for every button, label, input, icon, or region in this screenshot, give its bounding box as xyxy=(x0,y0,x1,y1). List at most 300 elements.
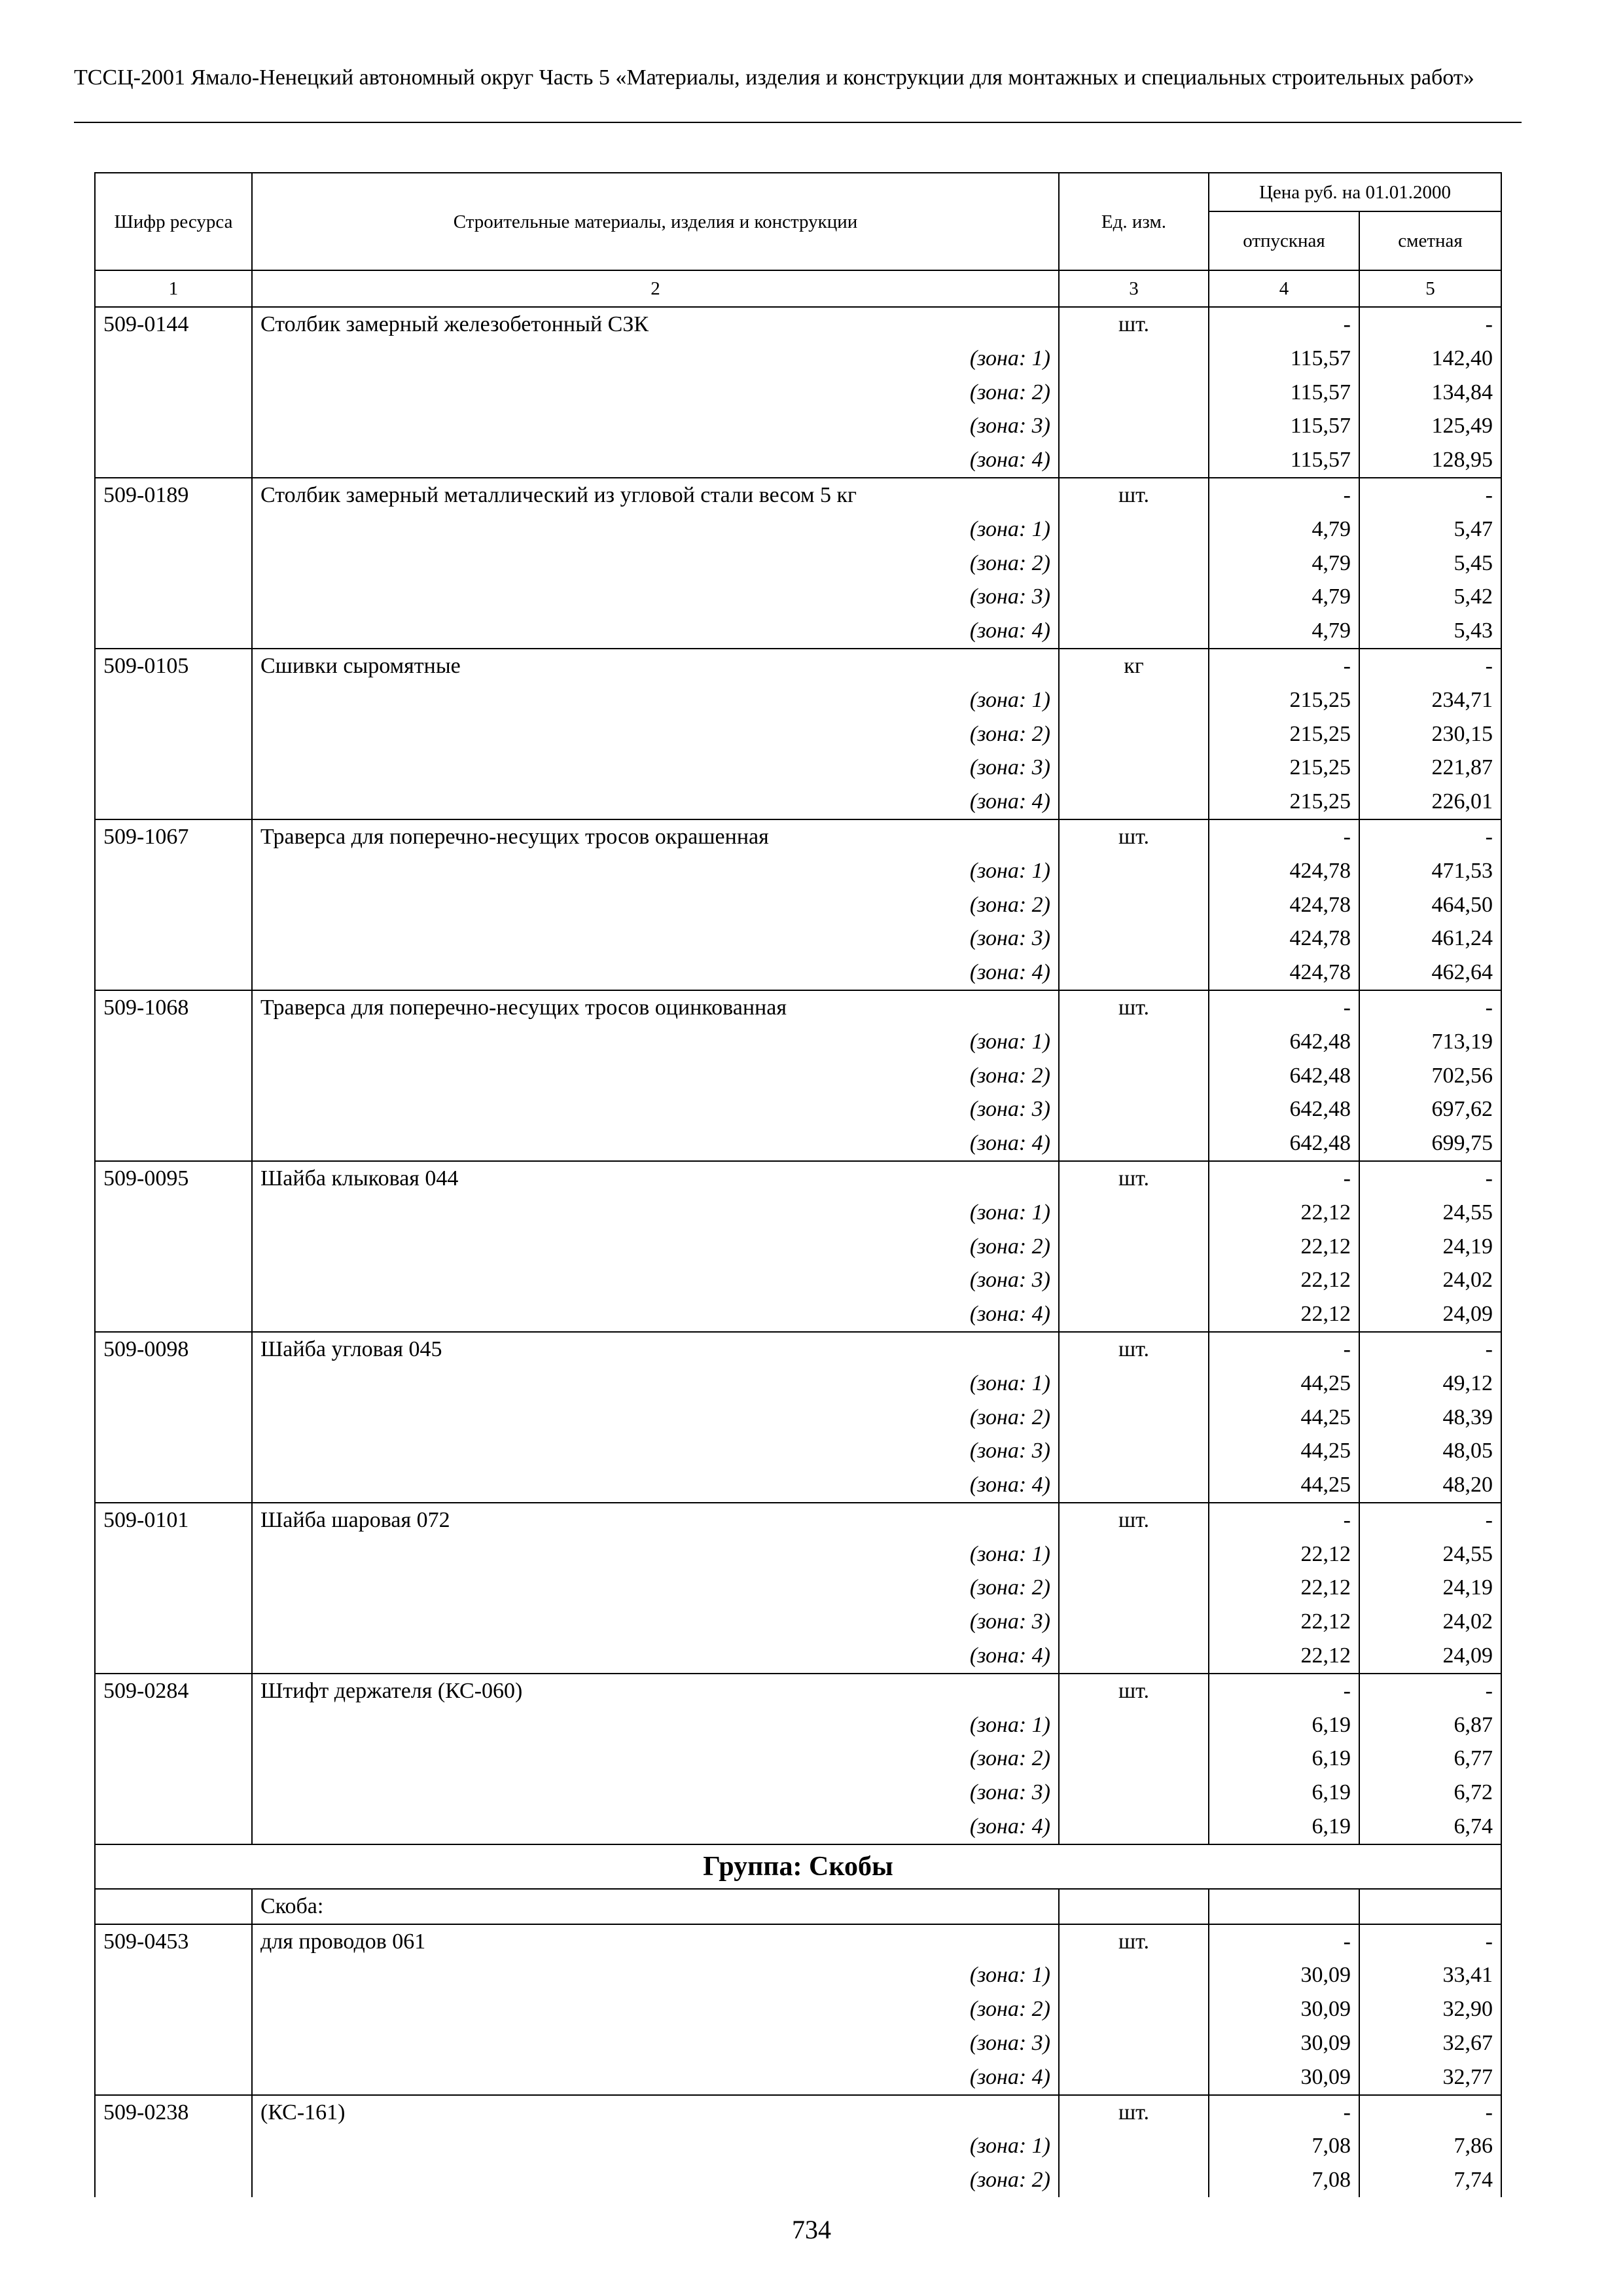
release-price: 215,25 xyxy=(1209,717,1359,751)
zone-row xyxy=(95,717,1501,751)
empty-cell xyxy=(1059,1468,1209,1503)
zone-label: (зона: 1) xyxy=(252,342,1059,376)
col-header-unit: Ед. изм. xyxy=(1059,173,1209,270)
release-price: 424,78 xyxy=(1209,922,1359,956)
zone-row xyxy=(95,376,1501,410)
zone-row xyxy=(95,1639,1501,1674)
empty-cell xyxy=(95,1810,252,1844)
zone-label: (зона: 2) xyxy=(252,888,1059,922)
empty-cell xyxy=(1059,376,1209,410)
subgroup-row xyxy=(95,1889,1501,1924)
zone-label: (зона: 3) xyxy=(252,1776,1059,1810)
estimate-price: 234,71 xyxy=(1359,683,1501,717)
estimate-price: 7,74 xyxy=(1359,2163,1501,2197)
zone-label: (зона: 3) xyxy=(252,1605,1059,1639)
release-price: - xyxy=(1209,1924,1359,1959)
release-price: - xyxy=(1209,1332,1359,1367)
empty-cell xyxy=(95,1958,252,1992)
zone-label: (зона: 2) xyxy=(252,1571,1059,1605)
table-row xyxy=(95,1924,1501,1959)
empty-cell xyxy=(1059,1297,1209,1332)
zone-row xyxy=(95,1571,1501,1605)
unit-cell: шт. xyxy=(1059,1161,1209,1196)
estimate-price: 32,77 xyxy=(1359,2060,1501,2095)
material-name: Столбик замерный железобетонный СЗК xyxy=(252,307,1059,342)
zone-label: (зона: 1) xyxy=(252,512,1059,547)
subgroup-label: Скоба: xyxy=(252,1889,1059,1924)
zone-label: (зона: 3) xyxy=(252,1263,1059,1297)
estimate-price: 6,77 xyxy=(1359,1742,1501,1776)
empty-cell xyxy=(95,1126,252,1161)
zone-row xyxy=(95,443,1501,478)
empty-cell xyxy=(1059,888,1209,922)
empty-cell xyxy=(95,376,252,410)
release-price: 115,57 xyxy=(1209,376,1359,410)
zone-label: (зона: 2) xyxy=(252,2163,1059,2197)
estimate-price: 471,53 xyxy=(1359,854,1501,888)
empty-cell xyxy=(1059,1434,1209,1468)
zone-row xyxy=(95,512,1501,547)
estimate-price: 128,95 xyxy=(1359,443,1501,478)
empty-cell xyxy=(1059,751,1209,785)
release-price: 115,57 xyxy=(1209,409,1359,443)
zone-label: (зона: 1) xyxy=(252,1196,1059,1230)
empty-cell xyxy=(95,1468,252,1503)
estimate-price: 6,74 xyxy=(1359,1810,1501,1844)
release-price: 6,19 xyxy=(1209,1742,1359,1776)
empty-cell xyxy=(1359,1889,1501,1924)
release-price: 30,09 xyxy=(1209,1992,1359,2026)
col-number-5: 5 xyxy=(1359,270,1501,307)
estimate-price: - xyxy=(1359,1924,1501,1959)
zone-label: (зона: 2) xyxy=(252,1401,1059,1435)
empty-cell xyxy=(95,2163,252,2197)
empty-cell xyxy=(95,409,252,443)
col-header-estimate: сметная xyxy=(1359,211,1501,270)
col-header-code: Шифр ресурса xyxy=(95,173,252,270)
empty-cell xyxy=(1059,1196,1209,1230)
empty-cell xyxy=(95,512,252,547)
zone-row xyxy=(95,2060,1501,2095)
zone-label: (зона: 1) xyxy=(252,1367,1059,1401)
zone-row xyxy=(95,1196,1501,1230)
empty-cell xyxy=(95,547,252,581)
empty-cell xyxy=(1059,1776,1209,1810)
material-name: Сшивки сыромятные xyxy=(252,649,1059,683)
empty-cell xyxy=(1059,409,1209,443)
empty-cell xyxy=(95,342,252,376)
release-price: 22,12 xyxy=(1209,1571,1359,1605)
zone-label: (зона: 2) xyxy=(252,1230,1059,1264)
release-price: 22,12 xyxy=(1209,1297,1359,1332)
zone-row xyxy=(95,1742,1501,1776)
unit-cell: шт. xyxy=(1059,307,1209,342)
empty-cell xyxy=(1059,717,1209,751)
empty-cell xyxy=(1059,2163,1209,2197)
empty-cell xyxy=(1059,1401,1209,1435)
empty-cell xyxy=(95,1776,252,1810)
empty-cell xyxy=(1059,614,1209,649)
release-price: 4,79 xyxy=(1209,580,1359,614)
estimate-price: 24,55 xyxy=(1359,1537,1501,1571)
empty-cell xyxy=(1059,854,1209,888)
release-price: 30,09 xyxy=(1209,1958,1359,1992)
zone-label: (зона: 4) xyxy=(252,1297,1059,1332)
release-price: - xyxy=(1209,990,1359,1025)
zone-row xyxy=(95,888,1501,922)
estimate-price: 142,40 xyxy=(1359,342,1501,376)
zone-label: (зона: 2) xyxy=(252,547,1059,581)
unit-cell: шт. xyxy=(1059,1503,1209,1537)
estimate-price: 7,86 xyxy=(1359,2129,1501,2163)
release-price: 115,57 xyxy=(1209,443,1359,478)
zone-row xyxy=(95,1605,1501,1639)
zone-label: (зона: 2) xyxy=(252,1992,1059,2026)
table-row xyxy=(95,307,1501,342)
resource-code: 509-0238 xyxy=(95,2095,252,2130)
zone-row xyxy=(95,1537,1501,1571)
zone-row xyxy=(95,1708,1501,1742)
zone-row xyxy=(95,2163,1501,2197)
table-row xyxy=(95,1674,1501,1708)
estimate-price: - xyxy=(1359,1503,1501,1537)
resource-code: 509-0101 xyxy=(95,1503,252,1537)
unit-cell: шт. xyxy=(1059,478,1209,512)
release-price: 424,78 xyxy=(1209,888,1359,922)
estimate-price: 32,67 xyxy=(1359,2026,1501,2060)
estimate-price: 33,41 xyxy=(1359,1958,1501,1992)
zone-row xyxy=(95,547,1501,581)
estimate-price: 48,05 xyxy=(1359,1434,1501,1468)
zone-label: (зона: 1) xyxy=(252,2129,1059,2163)
zone-label: (зона: 4) xyxy=(252,1639,1059,1674)
zone-label: (зона: 4) xyxy=(252,1126,1059,1161)
estimate-price: - xyxy=(1359,1674,1501,1708)
estimate-price: 48,39 xyxy=(1359,1401,1501,1435)
empty-cell xyxy=(95,1297,252,1332)
release-price: - xyxy=(1209,2095,1359,2130)
zone-row xyxy=(95,1230,1501,1264)
estimate-price: 5,42 xyxy=(1359,580,1501,614)
zone-row xyxy=(95,409,1501,443)
release-price: - xyxy=(1209,1161,1359,1196)
release-price: 642,48 xyxy=(1209,1092,1359,1126)
estimate-price: 226,01 xyxy=(1359,785,1501,819)
zone-row xyxy=(95,1092,1501,1126)
estimate-price: 5,47 xyxy=(1359,512,1501,547)
release-price: 4,79 xyxy=(1209,614,1359,649)
empty-cell xyxy=(1059,1639,1209,1674)
zone-row xyxy=(95,1958,1501,1992)
zone-label: (зона: 3) xyxy=(252,580,1059,614)
zone-row xyxy=(95,2026,1501,2060)
estimate-price: 32,90 xyxy=(1359,1992,1501,2026)
release-price: 22,12 xyxy=(1209,1605,1359,1639)
release-price: 215,25 xyxy=(1209,785,1359,819)
empty-cell xyxy=(95,1059,252,1093)
empty-cell xyxy=(1059,512,1209,547)
estimate-price: 24,19 xyxy=(1359,1571,1501,1605)
estimate-price: 24,09 xyxy=(1359,1297,1501,1332)
zone-label: (зона: 2) xyxy=(252,1059,1059,1093)
estimate-price: - xyxy=(1359,1332,1501,1367)
material-name: для проводов 061 xyxy=(252,1924,1059,1959)
release-price: 44,25 xyxy=(1209,1367,1359,1401)
zone-label: (зона: 1) xyxy=(252,1025,1059,1059)
estimate-price: 462,64 xyxy=(1359,956,1501,990)
estimate-price: 697,62 xyxy=(1359,1092,1501,1126)
release-price: 4,79 xyxy=(1209,512,1359,547)
zone-row xyxy=(95,1434,1501,1468)
empty-cell xyxy=(95,751,252,785)
empty-cell xyxy=(95,1742,252,1776)
zone-label: (зона: 4) xyxy=(252,785,1059,819)
empty-cell xyxy=(1059,1230,1209,1264)
table-row xyxy=(95,1161,1501,1196)
unit-cell: шт. xyxy=(1059,990,1209,1025)
price-table xyxy=(94,172,1502,2197)
zone-label: (зона: 2) xyxy=(252,376,1059,410)
empty-cell xyxy=(95,443,252,478)
zone-label: (зона: 1) xyxy=(252,854,1059,888)
release-price: 22,12 xyxy=(1209,1263,1359,1297)
empty-cell xyxy=(95,1196,252,1230)
empty-cell xyxy=(95,1401,252,1435)
empty-cell xyxy=(1059,1958,1209,1992)
header-rule xyxy=(74,122,1522,123)
empty-cell xyxy=(95,1230,252,1264)
page-number: 734 xyxy=(792,2215,831,2244)
table-header xyxy=(95,173,1501,307)
resource-code: 509-0105 xyxy=(95,649,252,683)
empty-cell xyxy=(1059,2026,1209,2060)
empty-cell xyxy=(95,1537,252,1571)
empty-cell xyxy=(1059,1708,1209,1742)
estimate-price: 464,50 xyxy=(1359,888,1501,922)
zone-row xyxy=(95,683,1501,717)
estimate-price: 24,19 xyxy=(1359,1230,1501,1264)
empty-cell xyxy=(95,1708,252,1742)
release-price: 215,25 xyxy=(1209,751,1359,785)
material-name: Траверса для поперечно-несущих тросов окрашенная xyxy=(252,819,1059,854)
zone-label: (зона: 3) xyxy=(252,751,1059,785)
estimate-price: - xyxy=(1359,990,1501,1025)
release-price: - xyxy=(1209,478,1359,512)
zone-label: (зона: 1) xyxy=(252,1958,1059,1992)
unit-cell: кг xyxy=(1059,649,1209,683)
table-row xyxy=(95,649,1501,683)
release-price: 44,25 xyxy=(1209,1468,1359,1503)
resource-code: 509-0098 xyxy=(95,1332,252,1367)
col-number-2: 2 xyxy=(252,270,1059,307)
release-price: 4,79 xyxy=(1209,547,1359,581)
col-number-4: 4 xyxy=(1209,270,1359,307)
empty-cell xyxy=(1059,1025,1209,1059)
empty-cell xyxy=(1209,1889,1359,1924)
empty-cell xyxy=(1059,1810,1209,1844)
empty-cell xyxy=(1059,1092,1209,1126)
release-price: - xyxy=(1209,649,1359,683)
zone-label: (зона: 4) xyxy=(252,1810,1059,1844)
zone-row xyxy=(95,1776,1501,1810)
table-row xyxy=(95,990,1501,1025)
release-price: - xyxy=(1209,1674,1359,1708)
estimate-price: 5,43 xyxy=(1359,614,1501,649)
release-price: 22,12 xyxy=(1209,1230,1359,1264)
release-price: - xyxy=(1209,819,1359,854)
unit-cell: шт. xyxy=(1059,2095,1209,2130)
empty-cell xyxy=(95,1025,252,1059)
empty-cell xyxy=(1059,1367,1209,1401)
empty-cell xyxy=(95,2026,252,2060)
estimate-price: 702,56 xyxy=(1359,1059,1501,1093)
release-price: 30,09 xyxy=(1209,2026,1359,2060)
release-price: 6,19 xyxy=(1209,1776,1359,1810)
estimate-price: - xyxy=(1359,649,1501,683)
empty-cell xyxy=(95,717,252,751)
zone-label: (зона: 3) xyxy=(252,2026,1059,2060)
estimate-price: 713,19 xyxy=(1359,1025,1501,1059)
unit-cell: шт. xyxy=(1059,1332,1209,1367)
release-price: 22,12 xyxy=(1209,1639,1359,1674)
empty-cell xyxy=(1059,1126,1209,1161)
estimate-price: 24,55 xyxy=(1359,1196,1501,1230)
release-price: - xyxy=(1209,307,1359,342)
zone-row xyxy=(95,2129,1501,2163)
empty-cell xyxy=(1059,1059,1209,1093)
zone-label: (зона: 3) xyxy=(252,1092,1059,1126)
table-row xyxy=(95,1503,1501,1537)
empty-cell xyxy=(95,1639,252,1674)
estimate-price: 24,02 xyxy=(1359,1263,1501,1297)
zone-label: (зона: 4) xyxy=(252,956,1059,990)
empty-cell xyxy=(95,683,252,717)
zone-label: (зона: 2) xyxy=(252,1742,1059,1776)
release-price: 642,48 xyxy=(1209,1025,1359,1059)
empty-cell xyxy=(1059,956,1209,990)
material-name: (КС-161) xyxy=(252,2095,1059,2130)
zone-row xyxy=(95,751,1501,785)
estimate-price: 24,09 xyxy=(1359,1639,1501,1674)
zone-label: (зона: 1) xyxy=(252,683,1059,717)
empty-cell xyxy=(1059,1889,1209,1924)
table-body xyxy=(95,307,1501,2197)
zone-row xyxy=(95,956,1501,990)
table-row xyxy=(95,1332,1501,1367)
resource-code: 509-0453 xyxy=(95,1924,252,1959)
zone-row xyxy=(95,785,1501,819)
group-title: Группа: Скобы xyxy=(95,1844,1501,1889)
empty-cell xyxy=(1059,1571,1209,1605)
empty-cell xyxy=(95,1571,252,1605)
zone-label: (зона: 3) xyxy=(252,922,1059,956)
unit-cell: шт. xyxy=(1059,1924,1209,1959)
empty-cell xyxy=(1059,2060,1209,2095)
zone-row xyxy=(95,1126,1501,1161)
empty-cell xyxy=(95,854,252,888)
estimate-price: 48,20 xyxy=(1359,1468,1501,1503)
material-name: Траверса для поперечно-несущих тросов оцинкованная xyxy=(252,990,1059,1025)
release-price: 44,25 xyxy=(1209,1401,1359,1435)
empty-cell xyxy=(95,2060,252,2095)
material-name: Шайба угловая 045 xyxy=(252,1332,1059,1367)
estimate-price: 49,12 xyxy=(1359,1367,1501,1401)
estimate-price: - xyxy=(1359,2095,1501,2130)
estimate-price: 461,24 xyxy=(1359,922,1501,956)
release-price: 22,12 xyxy=(1209,1537,1359,1571)
zone-label: (зона: 3) xyxy=(252,1434,1059,1468)
empty-cell xyxy=(95,785,252,819)
empty-cell xyxy=(95,956,252,990)
zone-row xyxy=(95,1059,1501,1093)
release-price: 215,25 xyxy=(1209,683,1359,717)
empty-cell xyxy=(95,580,252,614)
release-price: 44,25 xyxy=(1209,1434,1359,1468)
zone-row xyxy=(95,1263,1501,1297)
zone-label: (зона: 4) xyxy=(252,1468,1059,1503)
empty-cell xyxy=(1059,683,1209,717)
empty-cell xyxy=(1059,342,1209,376)
resource-code: 509-0095 xyxy=(95,1161,252,1196)
empty-cell xyxy=(1059,2129,1209,2163)
release-price: 642,48 xyxy=(1209,1126,1359,1161)
empty-cell xyxy=(1059,1537,1209,1571)
estimate-price: 230,15 xyxy=(1359,717,1501,751)
zone-row xyxy=(95,1367,1501,1401)
empty-cell xyxy=(1059,1992,1209,2026)
estimate-price: 6,87 xyxy=(1359,1708,1501,1742)
zone-row xyxy=(95,1992,1501,2026)
empty-cell xyxy=(1059,547,1209,581)
release-price: 115,57 xyxy=(1209,342,1359,376)
estimate-price: 699,75 xyxy=(1359,1126,1501,1161)
empty-cell xyxy=(1059,1605,1209,1639)
release-price: 424,78 xyxy=(1209,854,1359,888)
release-price: 6,19 xyxy=(1209,1708,1359,1742)
zone-label: (зона: 4) xyxy=(252,2060,1059,2095)
release-price: 22,12 xyxy=(1209,1196,1359,1230)
col-header-name: Строительные материалы, изделия и конструкции xyxy=(252,173,1059,270)
resource-code: 509-1067 xyxy=(95,819,252,854)
resource-code: 509-0189 xyxy=(95,478,252,512)
zone-row xyxy=(95,1401,1501,1435)
release-price: - xyxy=(1209,1503,1359,1537)
estimate-price: 6,72 xyxy=(1359,1776,1501,1810)
empty-cell xyxy=(95,1092,252,1126)
empty-cell xyxy=(1059,1263,1209,1297)
table-row xyxy=(95,478,1501,512)
zone-row xyxy=(95,1297,1501,1332)
material-name: Шайба клыковая 044 xyxy=(252,1161,1059,1196)
estimate-price: 125,49 xyxy=(1359,409,1501,443)
material-name: Штифт держателя (КС-060) xyxy=(252,1674,1059,1708)
estimate-price: - xyxy=(1359,819,1501,854)
release-price: 424,78 xyxy=(1209,956,1359,990)
release-price: 6,19 xyxy=(1209,1810,1359,1844)
zone-row xyxy=(95,614,1501,649)
zone-label: (зона: 1) xyxy=(252,1537,1059,1571)
zone-row xyxy=(95,1468,1501,1503)
empty-cell xyxy=(1059,1742,1209,1776)
table-row xyxy=(95,2095,1501,2130)
material-name: Шайба шаровая 072 xyxy=(252,1503,1059,1537)
zone-row xyxy=(95,580,1501,614)
empty-cell xyxy=(95,1992,252,2026)
zone-label: (зона: 3) xyxy=(252,409,1059,443)
unit-cell: шт. xyxy=(1059,1674,1209,1708)
resource-code: 509-1068 xyxy=(95,990,252,1025)
empty-cell xyxy=(95,2129,252,2163)
